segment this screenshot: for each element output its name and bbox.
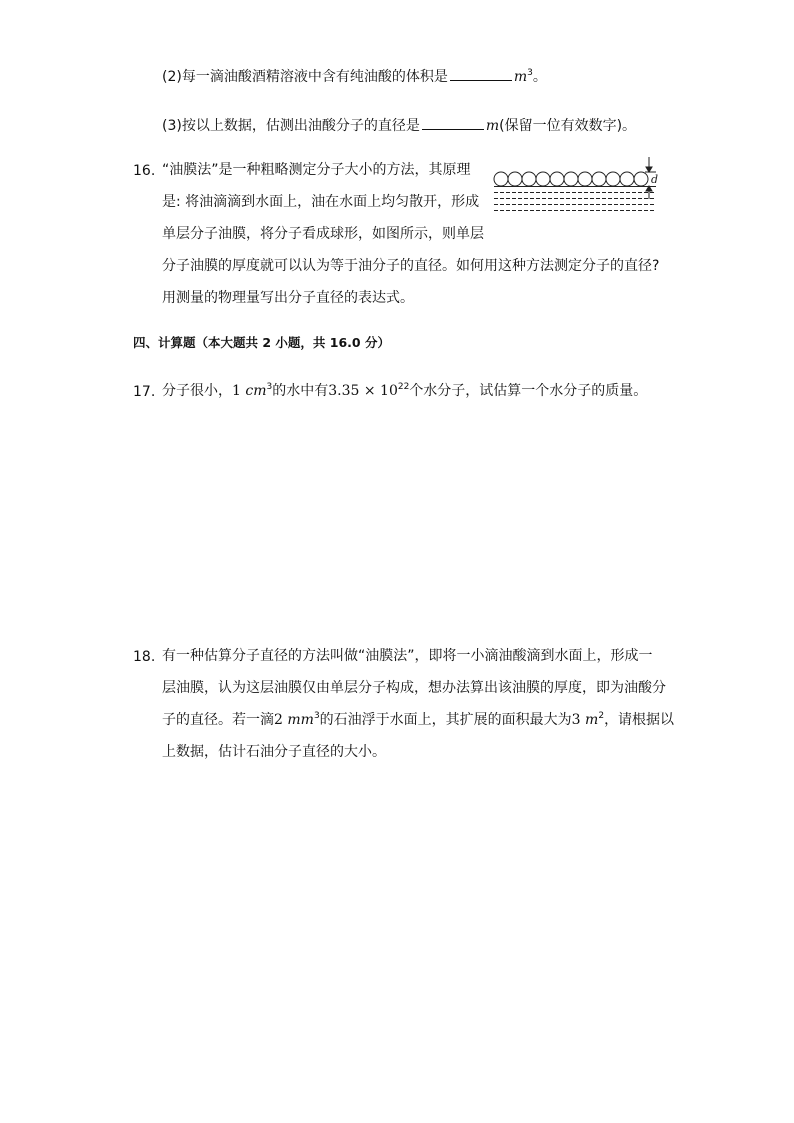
q16-line4: 分子油膜的厚度就可以认为等于油分子的直径。如何用这种方法测定分子的直径?: [162, 258, 660, 274]
unit: mm: [287, 712, 314, 728]
question-number: 18.: [133, 649, 156, 665]
q17-text-part: 的水中有: [272, 383, 329, 399]
exponent: 3: [313, 711, 320, 721]
q15-part3-text: (3)按以上数据，估测出油酸分子的直径是: [162, 118, 420, 134]
q18-line1: 有一种估算分子直径的方法叫做“油膜法”，即将一小滴油酸滴到水面上，形成一: [162, 648, 653, 664]
thickness-label: d: [651, 173, 659, 186]
answer-blank: [450, 66, 512, 81]
exponent: 3: [527, 68, 533, 78]
answer-blank: [422, 115, 484, 130]
question-number: 17.: [133, 384, 156, 400]
unit: m: [585, 712, 599, 728]
q18-text-part: ，请根据以: [604, 712, 675, 728]
section-title: 四、计算题（本大题共 2 小题，共 16.0 分）: [133, 335, 390, 350]
q18-line4: 上数据，估计石油分子直径的大小。: [162, 744, 386, 760]
exponent: 2: [598, 711, 605, 721]
q18-text-part: 子的直径。若一滴: [162, 712, 274, 728]
q18-line3: [162, 710, 674, 730]
exponent: 3: [266, 382, 273, 392]
q16-line1: “油膜法”是一种粗略测定分子大小的方法，其原理: [162, 162, 471, 178]
question-number: 16.: [133, 163, 156, 179]
q16-line3: 单层分子油膜，将分子看成球形，如图所示，则单层: [162, 226, 484, 242]
q15-part2: [162, 66, 547, 87]
q16-line5: 用测量的物理量写出分子直径的表达式。: [162, 290, 414, 306]
value: 1: [232, 383, 241, 399]
exponent: 22: [397, 382, 410, 392]
unit: m: [485, 118, 500, 134]
q17-text: [162, 381, 647, 401]
value: 3: [571, 712, 581, 728]
punctuation: 。: [532, 69, 547, 85]
value: 2: [274, 712, 283, 728]
q16-line2: 是: 将油滴滴到水面上，油在水面上均匀散开，形成: [162, 194, 480, 210]
q15-part3-end: (保留一位有效数字)。: [499, 118, 637, 134]
q18-line2: 层油膜，认为这层油膜仅由单层分子构成，想办法算出该油膜的厚度，即为油酸分: [162, 680, 666, 696]
water-surface-lines: [494, 187, 656, 211]
q15-part2-text: (2)每一滴油酸酒精溶液中含有纯油酸的体积是: [162, 69, 448, 85]
value: 3.35 × 10: [328, 383, 398, 399]
q15-part3: [162, 115, 636, 136]
unit: m: [513, 69, 528, 85]
molecule-circles: [494, 172, 648, 186]
q18-text-part: 的石油浮于水面上，其扩展的面积最大为: [319, 712, 572, 728]
q17-text-part: 个水分子，试估算一个水分子的质量。: [409, 383, 648, 399]
unit: cm: [245, 383, 267, 399]
oil-film-figure: [490, 155, 660, 219]
q17-text-part: 分子很小，: [162, 383, 232, 399]
